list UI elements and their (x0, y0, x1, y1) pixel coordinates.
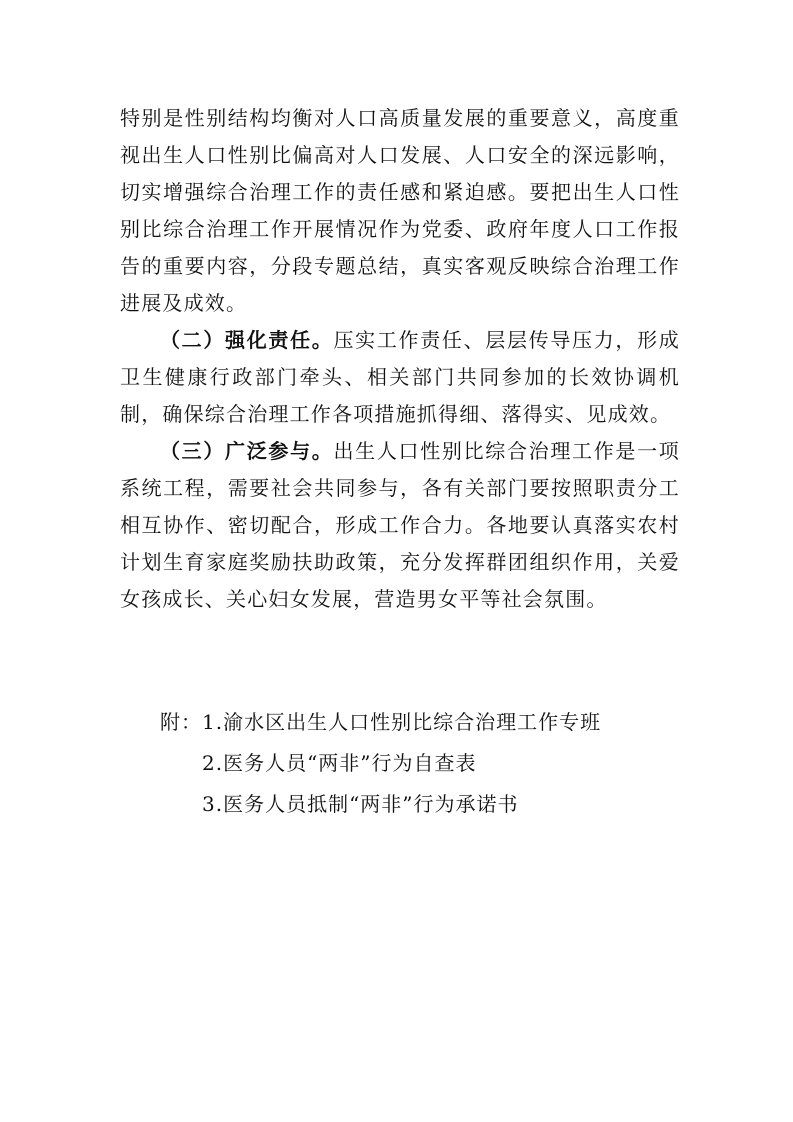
section-text: 压实工作责任、层层传导压力，形成卫生健康行政部门牵头、相关部门共同参加的长效协调机制，确保综合治理工作各项措施抓得细、落得实、见成效。 (120, 328, 680, 426)
section-broad-participation (120, 433, 680, 618)
paragraph-continuation: 特别是性别结构均衡对人口高质量发展的重要意义，高度重视出生人口性别比偏高对人口发展、人口安全的深远影响，切实增强综合治理工作的责任感和紧迫感。要把出生人口性别比综合治理工作开展情况作为党委、政府年度人口工作报告的重要内容，分段专题总结，真实客观反映综合治理工作进展及成效。 (120, 106, 680, 315)
attachment-item: 1.渝水区出生人口性别比综合治理工作专班 (202, 710, 602, 734)
attachment-item: 2.医务人员“两非”行为自查表 (202, 751, 477, 775)
section-strengthen-responsibility (120, 322, 680, 433)
section-heading: （三）广泛参与。 (160, 439, 334, 463)
attachment-item: 3.医务人员抵制“两非”行为承诺书 (202, 792, 519, 816)
section-heading: （二）强化责任。 (160, 328, 334, 352)
attachments-list (160, 702, 680, 825)
document-body (120, 100, 680, 618)
section-text: 出生人口性别比综合治理工作是一项系统工程，需要社会共同参与，各有关部门要按照职责分工相互协作、密切配合，形成工作合力。各地要认真落实农村计划生育家庭奖励扶助政策，充分发挥群团组织作用，关爱女孩成长、关心妇女发展，营造男女平等社会氛围。 (120, 439, 680, 611)
attachments-label: 附： (160, 710, 202, 734)
attachment-row (160, 743, 680, 784)
attachment-row (160, 784, 680, 825)
attachment-row (160, 702, 680, 743)
